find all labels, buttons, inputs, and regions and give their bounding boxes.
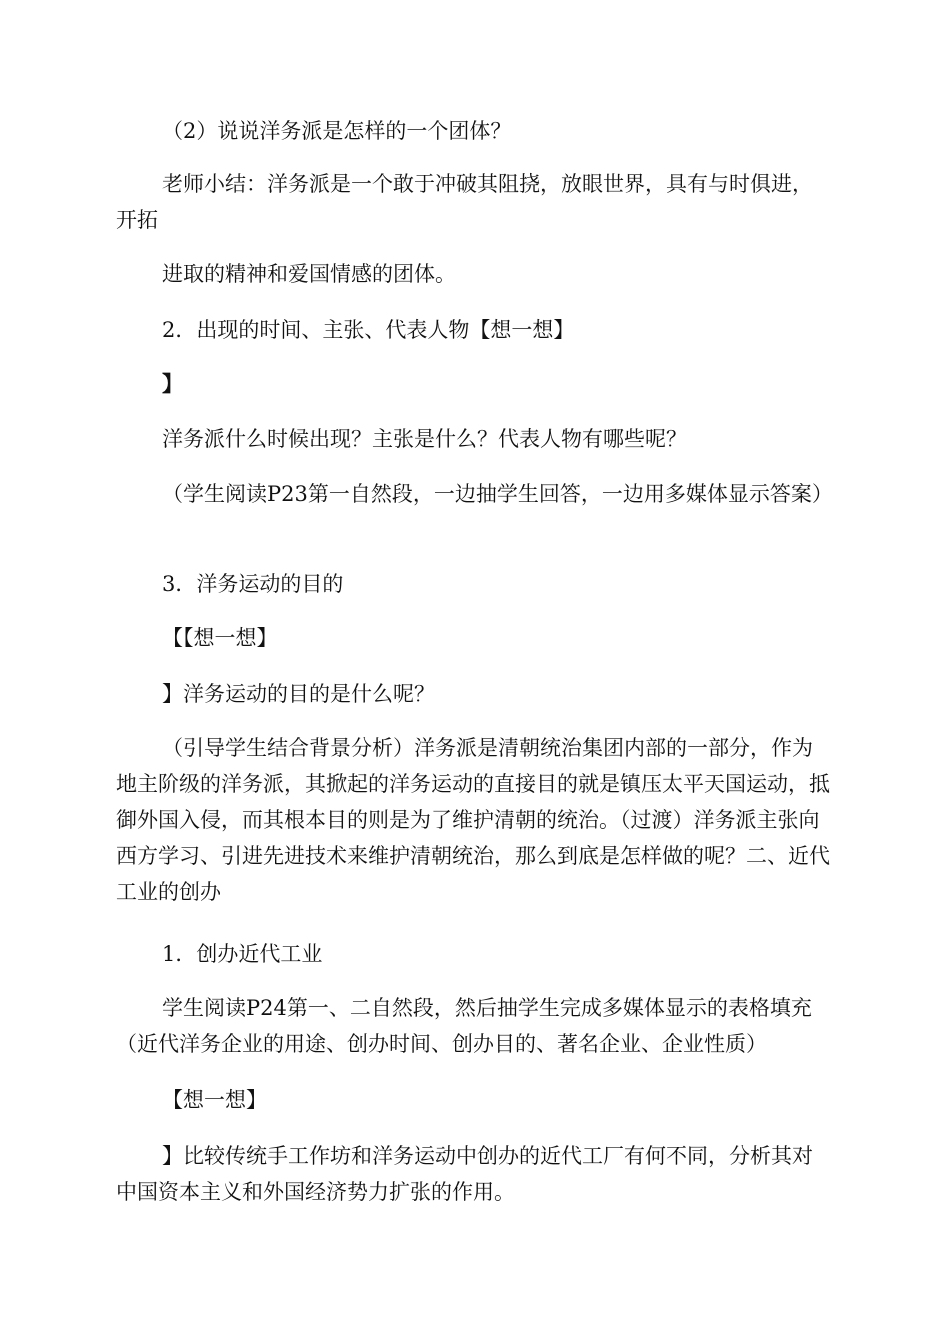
heading-subsection-1: 1．创办近代工业 [162,942,323,966]
paragraph-purpose-question: 】洋务运动的目的是什么呢？ [162,682,435,706]
paragraph-student-reading-p24: 学生阅读P24第一、二自然段，然后抽学生完成多媒体显示的表格填充（近代洋务企业的用途、创办时间、创办目的、著名企业、企业性质） [116,996,812,1056]
paragraph-summary-continued: 进取的精神和爱国情感的团体。 [162,262,456,286]
paragraph-student-reading-p23: （学生阅读P23第一自然段，一边抽学生回答，一边用多媒体显示答案） [162,482,833,506]
paragraph-teacher-summary: 老师小结：洋务派是一个敢于冲破其阻挠，放眼世界，具有与时俱进，开拓 [116,172,813,232]
paragraph-question-2: （2）说说洋务派是怎样的一个团体？ [162,119,512,143]
paragraph-questions: 洋务派什么时候出现？主张是什么？代表人物有哪些呢？ [162,427,687,451]
think-prompt-1: 【【想一想】 [162,626,278,650]
heading-section-3: 3．洋务运动的目的 [162,572,344,596]
think-prompt-2: 【想一想】 [162,1088,267,1112]
bracket-close-1: 】 [162,371,183,396]
paragraph-purpose-analysis: （引导学生结合背景分析）洋务派是清朝统治集团内部的一部分，作为地主阶级的洋务派，其掀起的洋务运动的直接目的就是镇压太平天国运动，抵御外国入侵，而其根本目的则是为了维护清朝的统治。（过渡）洋务派主张向西方学习、引进先进技术来维护清朝统治，那么到底是怎样做的呢？二、近代工业的创办 [116,736,830,904]
paragraph-comparison-question: 】比较传统手工作坊和洋务运动中创办的近代工厂有何不同，分析其对中国资本主义和外国经济势力扩张的作用。 [116,1144,813,1204]
heading-section-2: 2．出现的时间、主张、代表人物【想一想】 [162,318,575,342]
